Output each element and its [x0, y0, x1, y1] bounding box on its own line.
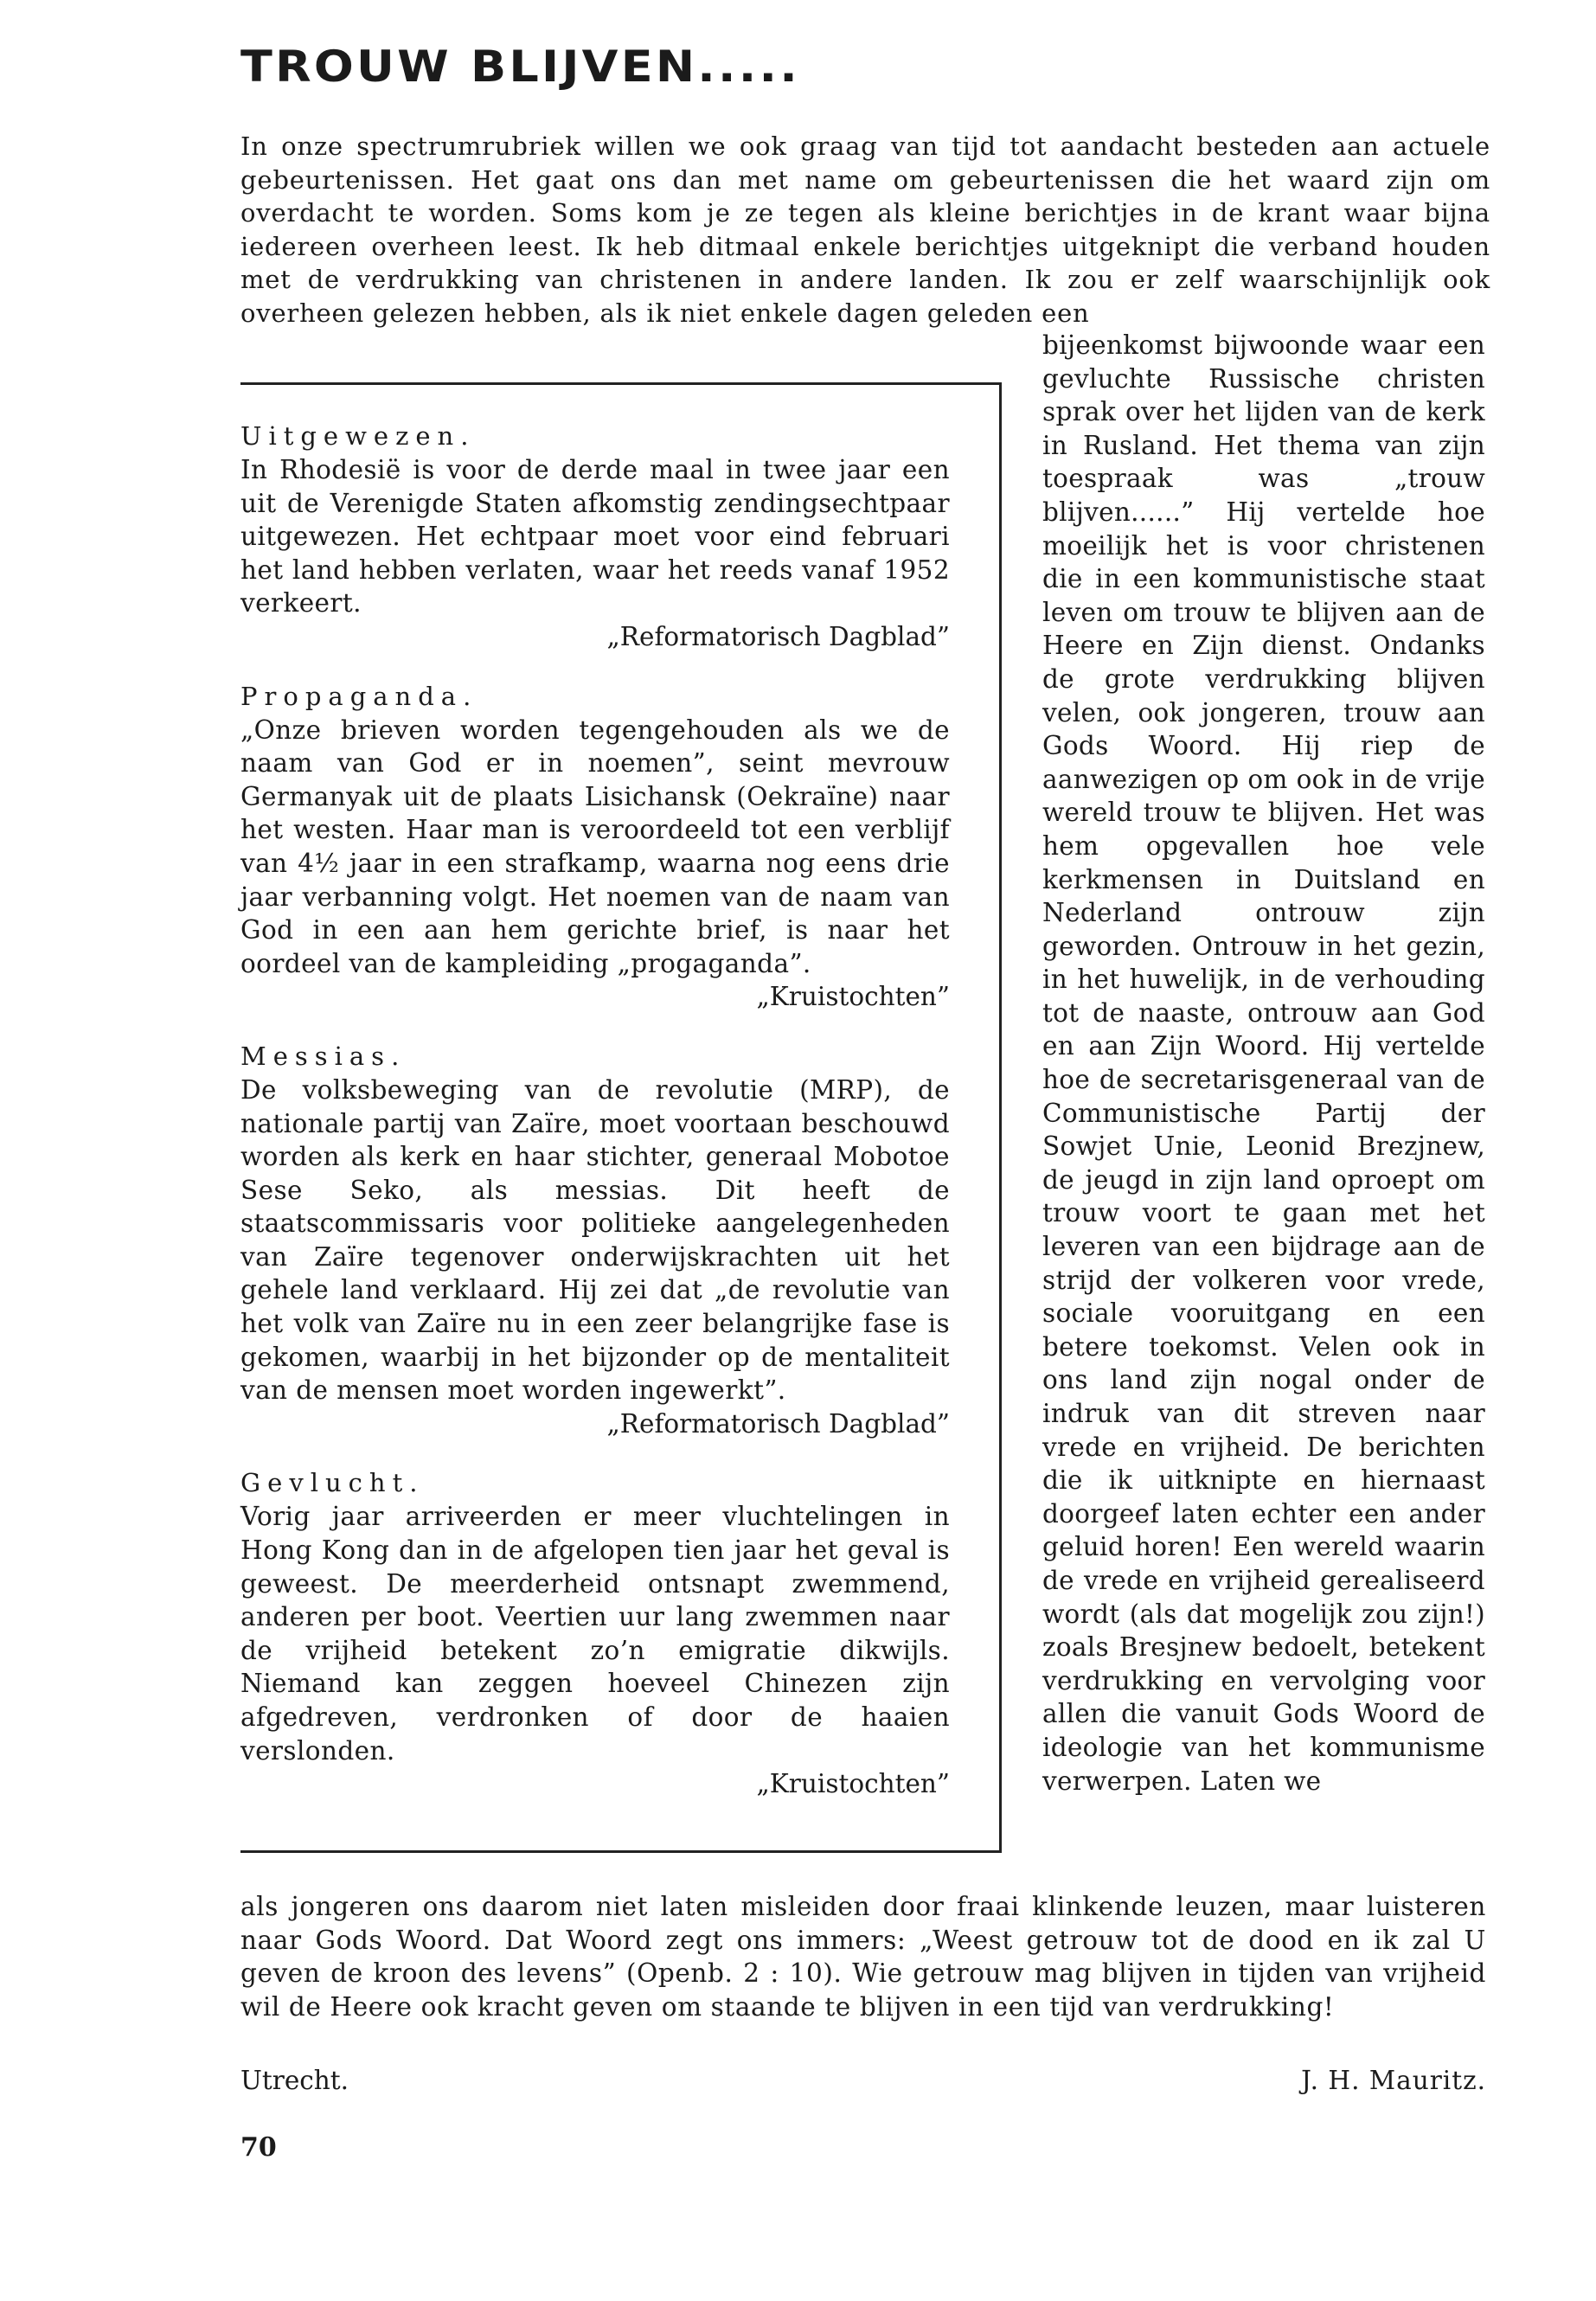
- news-item: [240, 420, 950, 654]
- right-column-text: bijeenkomst bijwoonde waar een gevluchte Russische christen sprak over het lijden van de kerk in Rusland. Het thema van zijn toespraak was „trouw blijven......” Hij vertelde hoe moeilijk het is voor christenen die in een kommunistische staat leven om trouw te blijven aan de Heere en Zijn dienst. Ondanks de grote verdrukking blijven velen, ook jongeren, trouw aan Gods Woord. Hij riep de aanwezigen op om ook in de vrije wereld trouw te blijven. Het was hem opgevallen hoe vele kerkmensen in Duitsland en Nederland ontrouw zijn geworden. Ontrouw in het gezin, in het huwelijk, in de verhouding tot de naaste, ontrouw aan God en aan Zijn Woord. Hij vertelde hoe de secretarisgeneraal van de Communistische Partij der Sowjet Unie, Leonid Brezjnew, de jeugd in zijn land oproept om trouw voort te gaan met het leveren van een bijdrage aan de strijd der volkeren voor vrede, sociale vooruitgang en een betere toekomst. Velen ook in ons land zijn nogal onder de indruk van dit streven naar vrede en vrijheid. De berichten die ik uitknipte en hiernaast doorgeef laten echter een ander geluid horen! Een wereld waarin de vrede en vrijheid gerealiseerd wordt (als dat mogelijk zou zijn!) zoals Bresjnew bedoelt, betekent verdrukking en vervolging voor allen die vanuit Gods Woord de ideologie van het kommunisme verwerpen. Laten we: [1042, 330, 1485, 1796]
- news-item-heading: Propaganda.: [240, 681, 478, 711]
- news-item-heading: Messias.: [240, 1041, 407, 1071]
- news-item-text: Vorig jaar arriveerden er meer vluchtelingen in Hong Kong dan in de afgelopen tien jaar het geval is geweest. De meerderheid ontsnapt zwemmend, anderen per boot. Veertien uur lang zwemmen naar de vrijheid betekent zo’n emigratie dikwijls. Niemand kan zeggen hoeveel Chinezen zijn afgedreven, verdronken of door de haaien verslonden.: [240, 1502, 950, 1766]
- news-item: [240, 680, 950, 1014]
- news-item: [240, 1466, 950, 1800]
- article-title: TROUW BLIJVEN.....: [240, 42, 801, 92]
- news-item-text: De volksbeweging van de revolutie (MRP), de nationale partij van Zaïre, moet voortaan beschouwd worden als kerk en haar stichter, generaal Mobotoe Sese Seko, als messias. Dit heeft de staatscommissaris voor politieke aangelegenheden van Zaïre tegenover onderwijskrachten uit het gehele land verklaard. Hij zei dat „de revolutie van het volk van Zaïre nu in een zeer belangrijke fase is gekomen, waarbij in het bijzonder op de mentaliteit van de mensen moet worden ingewerkt”.: [240, 1074, 950, 1406]
- intro-paragraph: In onze spectrumrubriek willen we ook graag van tijd tot aandacht besteden aan actuele gebeurtenissen. Het gaat ons dan met name om gebeurtenissen die het waard zijn om overdacht te worden. Soms kom je ze tegen als kleine berichtjes in de krant waar bijna iedereen overheen leest. Ik heb ditmaal enkele berichtjes uitgeknipt die verband houden met de verdrukking van christenen in andere landen. Ik zou er zelf waarschijnlijk ook overheen gelezen hebben, als ik niet enkele dagen geleden een: [240, 131, 1490, 328]
- news-item-heading: Uitgewezen.: [240, 421, 476, 451]
- place-signoff: Utrecht.: [240, 2066, 349, 2095]
- news-item-source: „Reformatorisch Dagblad”: [606, 1408, 950, 1439]
- author-signature: J. H. Mauritz.: [1301, 2066, 1486, 2095]
- news-item-text: „Onze brieven worden tegengehouden als we de naam van God er in noemen”, seint mevrouw Germanyak uit de plaats Lisichansk (Oekraïne) naar het westen. Haar man is veroordeeld tot een verblijf van 4½ jaar in een strafkamp, waarna nog eens drie jaar verbanning volgt. Het noemen van de naam van God in een aan hem gerichte brief, is naar het oordeel van de kampleiding „progaganda”.: [240, 715, 950, 978]
- news-clippings-list: [240, 420, 950, 1827]
- news-item-source: „Kruistochten”: [756, 1769, 950, 1799]
- news-item-heading: Gevlucht.: [240, 1468, 425, 1498]
- closing-paragraph: als jongeren ons daarom niet laten misleiden door fraai klinkende leuzen, maar luisteren naar Gods Woord. Dat Woord zegt ons immers: „Weest getrouw tot de dood en ik zal U geven de kroon des levens” (Openb. 2 : 10). Wie getrouw mag blijven in tijden van vrijheid wil de Heere ook kracht geven om staande te blijven in een tijd van verdrukking!: [240, 1892, 1486, 2022]
- news-item-source: „Reformatorisch Dagblad”: [606, 621, 950, 651]
- page-number: 70: [240, 2132, 277, 2163]
- news-clippings-box: [240, 382, 1002, 1853]
- news-item-text: In Rhodesië is voor de derde maal in twee jaar een uit de Verenigde Staten afkomstig zendingsechtpaar uitgewezen. Het echtpaar moet voor eind februari het land hebben verlaten, waar het reeds vanaf 1952 verkeert.: [240, 455, 950, 619]
- news-item: [240, 1040, 950, 1441]
- news-item-source: „Kruistochten”: [756, 982, 950, 1012]
